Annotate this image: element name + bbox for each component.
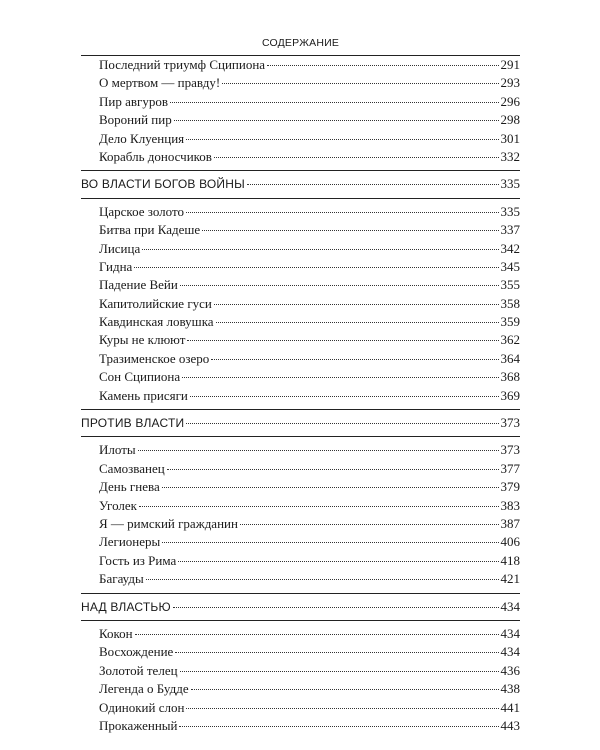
entry-title: Последний триумф Сципиона: [99, 57, 266, 72]
dot-leader: [162, 542, 498, 543]
toc-entry[interactable]: [81, 497, 520, 515]
page-number: 377: [500, 460, 520, 476]
toc-entry[interactable]: [81, 533, 520, 551]
page-number: 358: [500, 295, 520, 311]
dot-leader: [187, 340, 498, 341]
toc-entry[interactable]: [81, 460, 520, 478]
page-number: 335: [500, 203, 520, 219]
page-number: 387: [500, 515, 520, 531]
page-number: 379: [500, 479, 520, 495]
page-number: 383: [500, 497, 520, 513]
page-number: 441: [500, 699, 520, 715]
entry-title: Багауды: [99, 571, 144, 587]
entry-title: Дело Клуенция: [99, 130, 185, 146]
dot-leader: [190, 396, 499, 397]
entry-title: Я — римский гражданин: [99, 515, 238, 531]
page-number: 434: [500, 625, 520, 641]
dot-leader: [174, 120, 499, 121]
toc-entry[interactable]: [81, 130, 520, 148]
page-number: 345: [500, 258, 520, 274]
section-divider: [81, 436, 520, 437]
toc-entry[interactable]: [81, 313, 520, 331]
entry-title: Пир авгуров: [99, 93, 168, 109]
page-number: 355: [500, 277, 520, 293]
dot-leader: [167, 469, 499, 470]
page-number: 373: [500, 415, 520, 431]
toc-entry[interactable]: [81, 662, 520, 680]
toc-entry[interactable]: [81, 717, 520, 735]
page-number: 369: [500, 387, 520, 403]
section-divider: [81, 170, 520, 171]
toc-entry[interactable]: [81, 93, 520, 111]
entry-title: Легионеры: [99, 534, 161, 550]
entry-title: Тразименское озеро: [99, 350, 210, 366]
toc-entry[interactable]: [81, 240, 520, 258]
dot-leader: [191, 689, 499, 690]
page-number: 406: [500, 534, 520, 550]
toc-entry[interactable]: [81, 258, 520, 276]
page-header: [81, 31, 520, 56]
page-number: 443: [500, 717, 520, 733]
toc-section-heading[interactable]: [81, 175, 520, 193]
entry-title: Самозванец: [99, 460, 165, 476]
page-number: 373: [500, 442, 520, 458]
entry-title: Падение Вейи: [99, 277, 178, 293]
entry-title: Восхождение: [99, 644, 174, 660]
dot-leader: [267, 65, 498, 66]
toc-entry[interactable]: [81, 387, 520, 405]
entry-title: Одинокий слон: [99, 699, 185, 715]
table-of-contents: [81, 56, 520, 735]
toc-entry[interactable]: [81, 148, 520, 166]
toc-section-heading[interactable]: [81, 414, 520, 432]
entry-title: О мертвом — правду!: [99, 75, 221, 91]
dot-leader: [180, 285, 499, 286]
toc-entry[interactable]: [81, 478, 520, 496]
toc-entry[interactable]: [81, 331, 520, 349]
entry-title: Кокон: [99, 625, 133, 641]
dot-leader: [182, 377, 498, 378]
dot-leader: [162, 487, 499, 488]
running-title: СОДЕРЖАНИЕ: [261, 37, 340, 49]
page-number: 298: [500, 112, 520, 128]
dot-leader: [247, 184, 499, 185]
toc-entry[interactable]: [81, 625, 520, 643]
page-number: 421: [500, 571, 520, 587]
dot-leader: [240, 524, 499, 525]
toc-entry[interactable]: [81, 350, 520, 368]
entry-title: Гость из Рима: [99, 552, 177, 568]
dot-leader: [179, 726, 498, 727]
entry-title: Царское золото: [99, 203, 184, 219]
toc-entry[interactable]: [81, 56, 520, 74]
toc-entry[interactable]: [81, 570, 520, 588]
page-number: 296: [500, 93, 520, 109]
dot-leader: [186, 423, 498, 424]
entry-title: Куры не клюют: [99, 332, 186, 348]
section-divider: [81, 198, 520, 199]
toc-entry[interactable]: [81, 515, 520, 533]
entry-title: Корабль доносчиков: [99, 148, 212, 164]
entry-title: Уголек: [99, 497, 137, 513]
section-title: ВО ВЛАСТИ БОГОВ ВОЙНЫ: [81, 177, 245, 192]
entry-title: Легенда о Будде: [99, 681, 189, 697]
page-number: 335: [500, 176, 520, 192]
section-title: НАД ВЛАСТЬЮ: [81, 599, 171, 614]
page-number: 342: [500, 240, 520, 256]
page-number: 434: [500, 598, 520, 614]
dot-leader: [180, 671, 499, 672]
page-number: 418: [500, 552, 520, 568]
page-number: 368: [500, 369, 520, 385]
dot-leader: [214, 157, 499, 158]
entry-title: Гидна: [99, 258, 133, 274]
dot-leader: [186, 212, 499, 213]
toc-entry[interactable]: [81, 74, 520, 92]
toc-entry[interactable]: [81, 552, 520, 570]
entry-title: Золотой телец: [99, 662, 178, 678]
toc-entry[interactable]: [81, 680, 520, 698]
dot-leader: [202, 230, 498, 231]
entry-title: Капитолийские гуси: [99, 295, 212, 311]
page-number: 364: [500, 350, 520, 366]
dot-leader: [134, 267, 498, 268]
toc-entry[interactable]: [81, 699, 520, 717]
page-number: 301: [500, 130, 520, 146]
entry-title: День гнева: [99, 479, 160, 495]
dot-leader: [173, 607, 499, 608]
toc-entry[interactable]: [81, 276, 520, 294]
page-number: 332: [500, 148, 520, 164]
entry-title: Кавдинская ловушка: [99, 314, 214, 330]
section-title: ПРОТИВ ВЛАСТИ: [81, 416, 185, 431]
toc-entry[interactable]: [81, 441, 520, 459]
dot-leader: [186, 708, 498, 709]
dot-leader: [139, 506, 499, 507]
page-number: 436: [500, 662, 520, 678]
dot-leader: [135, 634, 499, 635]
entry-title: Сон Сципиона: [99, 369, 181, 385]
dot-leader: [222, 83, 498, 84]
section-divider: [81, 620, 520, 621]
toc-entry[interactable]: [81, 295, 520, 313]
dot-leader: [214, 304, 499, 305]
toc-section-heading[interactable]: [81, 598, 520, 616]
dot-leader: [211, 359, 498, 360]
dot-leader: [178, 561, 498, 562]
toc-entry[interactable]: [81, 643, 520, 661]
page-number: 293: [500, 75, 520, 91]
dot-leader: [138, 450, 499, 451]
page-number: 337: [500, 222, 520, 238]
page-number: 359: [500, 314, 520, 330]
entry-title: Илоты: [99, 442, 136, 458]
dot-leader: [142, 249, 498, 250]
entry-title: Камень присяги: [99, 387, 188, 403]
section-divider: [81, 409, 520, 410]
page-number: 362: [500, 332, 520, 348]
dot-leader: [216, 322, 499, 323]
page-number: 291: [500, 57, 520, 72]
toc-entry[interactable]: [81, 203, 520, 221]
page-number: 438: [500, 681, 520, 697]
entry-title: Вороний пир: [99, 112, 172, 128]
dot-leader: [170, 102, 499, 103]
entry-title: Прокаженный: [99, 717, 178, 733]
page-number: 434: [500, 644, 520, 660]
toc-entry[interactable]: [81, 111, 520, 129]
toc-entry[interactable]: [81, 368, 520, 386]
entry-title: Битва при Кадеше: [99, 222, 201, 238]
toc-entry[interactable]: [81, 221, 520, 239]
dot-leader: [146, 579, 499, 580]
entry-title: Лисица: [99, 240, 141, 256]
dot-leader: [186, 139, 498, 140]
dot-leader: [175, 652, 498, 653]
section-divider: [81, 593, 520, 594]
